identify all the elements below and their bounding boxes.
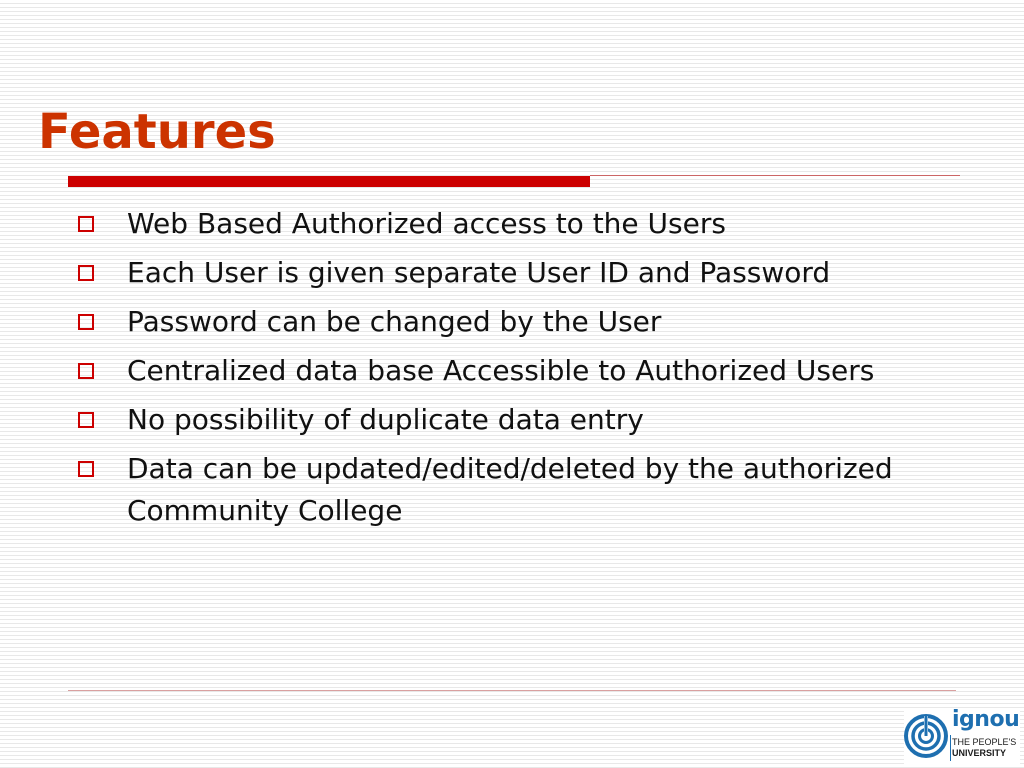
bullet-item <box>78 448 978 532</box>
bullet-text: Web Based Authorized access to the Users <box>127 207 726 240</box>
bullet-list <box>78 203 978 539</box>
bullet-text: Centralized data base Accessible to Authorized Users <box>127 354 875 387</box>
title-underline-accent <box>68 176 590 187</box>
hollow-square-bullet-icon <box>78 216 94 232</box>
bullet-text: Each User is given separate User ID and Password <box>127 256 831 289</box>
ignou-logo <box>904 708 1020 764</box>
logo-tagline-line1: THE PEOPLE'S <box>952 737 1017 747</box>
ignou-spiral-emblem-icon <box>904 714 948 758</box>
logo-tagline-line2: UNIVERSITY <box>952 748 1007 758</box>
logo-divider <box>950 735 951 761</box>
hollow-square-bullet-icon <box>78 314 94 330</box>
hollow-square-bullet-icon <box>78 461 94 477</box>
bullet-item <box>78 301 978 343</box>
bullet-item <box>78 399 978 441</box>
hollow-square-bullet-icon <box>78 412 94 428</box>
bullet-item <box>78 350 978 392</box>
bullet-text: No possibility of duplicate data entry <box>127 403 644 436</box>
title-underline-thin <box>590 175 960 176</box>
bullet-text: Data can be updated/edited/deleted by the authorized Community College <box>127 452 893 527</box>
bullet-item <box>78 203 978 245</box>
logo-wordmark: ignou <box>952 707 1020 732</box>
bullet-text: Password can be changed by the User <box>127 305 662 338</box>
bullet-item <box>78 252 978 294</box>
footer-divider <box>68 690 956 691</box>
hollow-square-bullet-icon <box>78 265 94 281</box>
slide-title: Features <box>38 104 276 160</box>
hollow-square-bullet-icon <box>78 363 94 379</box>
